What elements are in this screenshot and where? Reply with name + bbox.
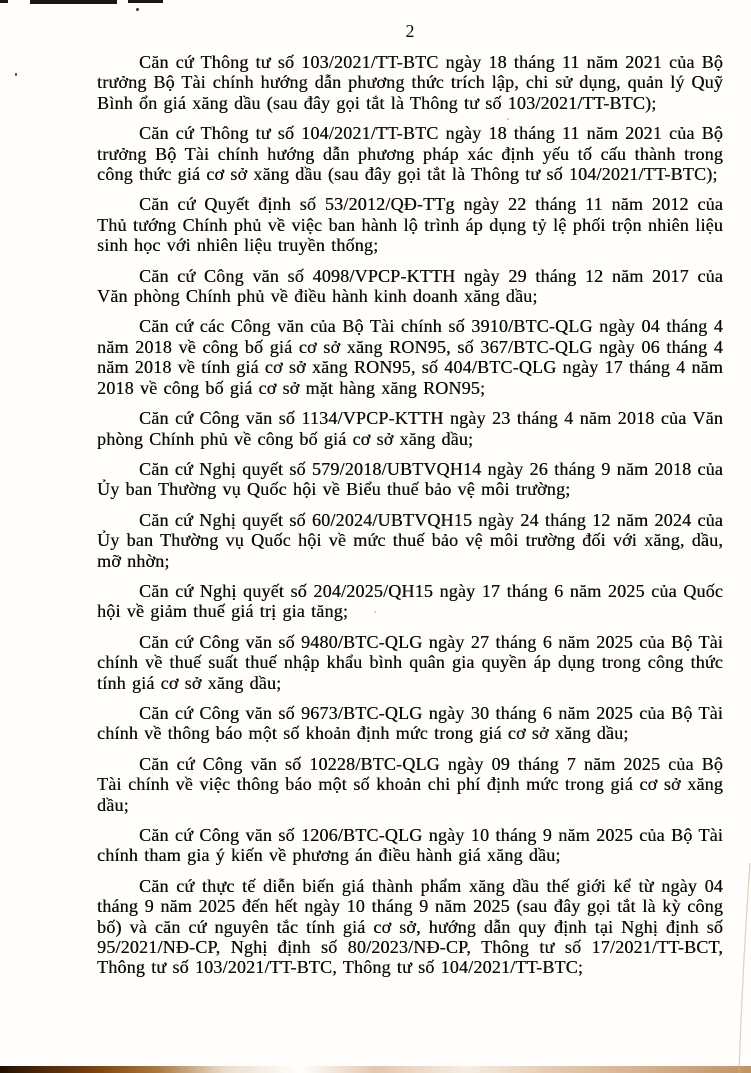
dust-speck [15, 73, 17, 76]
scan-artifact-top-dash [0, 0, 8, 3]
scan-artifact-top-dash [30, 0, 117, 4]
paragraph-4: Căn cứ Công văn số 4098/VPCP-KTTH ngày 29 tháng 12 năm 2017 của Văn phòng Chính phủ về điều hành kinh doanh xăng dầu; [97, 265, 723, 307]
paragraph-12: Căn cứ Công văn số 10228/BTC-QLG ngày 09 tháng 7 năm 2025 của Bộ Tài chính về việc thông báo một số khoản chi phí định mức trong giá cơ sở xăng dầu; [97, 753, 723, 815]
document-body [97, 52, 723, 988]
paragraph-1: Căn cứ Thông tư số 103/2021/TT-BTC ngày 18 tháng 11 năm 2021 của Bộ trưởng Bộ Tài chính hướng dẫn phương thức trích lập, chi sử dụng, quản lý Quỹ Bình ổn giá xăng dầu (sau đây gọi tắt là Thông tư số 103/2021/TT-BTC); [97, 52, 723, 113]
scan-artifact-bottom-edge [0, 1066, 751, 1073]
paragraph-3: Căn cứ Quyết định số 53/2012/QĐ-TTg ngày 22 tháng 11 năm 2012 của Thủ tướng Chính phủ về việc ban hành lộ trình áp dụng tỷ lệ phối trộn nhiên liệu sinh học với nhiên liệu truyền thống; [97, 194, 723, 256]
scan-artifact-top-dash [128, 0, 163, 3]
paragraph-11: Căn cứ Công văn số 9673/BTC-QLG ngày 30 tháng 6 năm 2025 của Bộ Tài chính về thông báo một số khoản định mức trong giá cơ sở xăng dầu; [97, 702, 723, 744]
paragraph-6: Căn cứ Công văn số 1134/VPCP-KTTH ngày 23 tháng 4 năm 2018 của Văn phòng Chính phủ về công bố giá cơ sở xăng dầu; [97, 408, 723, 449]
paragraph-5: Căn cứ các Công văn của Bộ Tài chính số 3910/BTC-QLG ngày 04 tháng 4 năm 2018 về công bố giá cơ sở xăng RON95, số 367/BTC-QLG ngày 06 tháng 4 năm 2018 về tính giá cơ sở xăng RON95, số 404/BTC-QLG ngày 17 tháng 4 năm 2018 về công bố giá cơ sở mặt hàng xăng RON95; [97, 316, 723, 398]
dust-speck [136, 8, 139, 11]
paragraph-9: Căn cứ Nghị quyết số 204/2025/QH15 ngày 17 tháng 6 năm 2025 của Quốc hội về giảm thuế giá trị gia tăng; [97, 580, 723, 622]
paragraph-14: Căn cứ thực tế diễn biến giá thành phẩm xăng dầu thế giới kể từ ngày 04 tháng 9 năm 2025 đến hết ngày 10 tháng 9 năm 2025 (sau đây gọi tắt là kỳ công bố) và căn cứ nguyên tắc tính giá cơ sở, hướng dẫn quy định tại Nghị định số 95/2021/NĐ-CP, Nghị định số 80/2023/NĐ-CP, Thông tư số 17/2021/TT-BCT, Thông tư số 103/2021/TT-BTC, Thông tư số 104/2021/TT-BTC; [97, 875, 723, 978]
paragraph-13: Căn cứ Công văn số 1206/BTC-QLG ngày 10 tháng 9 năm 2025 của Bộ Tài chính tham gia ý kiến về phương án điều hành giá xăng dầu; [97, 825, 723, 866]
paragraph-10: Căn cứ Công văn số 9480/BTC-QLG ngày 27 tháng 6 năm 2025 của Bộ Tài chính về thuế suất thuế nhập khẩu bình quân gia quyền áp dụng trong công thức tính giá cơ sở xăng dầu; [97, 631, 723, 693]
scan-artifact-right-curve [731, 863, 751, 1073]
paragraph-2: Căn cứ Thông tư số 104/2021/TT-BTC ngày 18 tháng 11 năm 2021 của Bộ trưởng Bộ Tài chính hướng dẫn phương pháp xác định yếu tố cấu thành trong công thức giá cơ sở xăng dầu (sau đây gọi tắt là Thông tư số 104/2021/TT-BTC); [97, 123, 723, 185]
page-number: 2 [405, 21, 415, 41]
paragraph-8: Căn cứ Nghị quyết số 60/2024/UBTVQH15 ngày 24 tháng 12 năm 2024 của Ủy ban Thường vụ Quốc hội về mức thuế bảo vệ môi trường đối với xăng, dầu, mỡ nhờn; [97, 509, 723, 571]
paragraph-7: Căn cứ Nghị quyết số 579/2018/UBTVQH14 ngày 26 tháng 9 năm 2018 của Ủy ban Thường vụ Quốc hội về Biểu thuế bảo vệ môi trường; [97, 458, 723, 500]
